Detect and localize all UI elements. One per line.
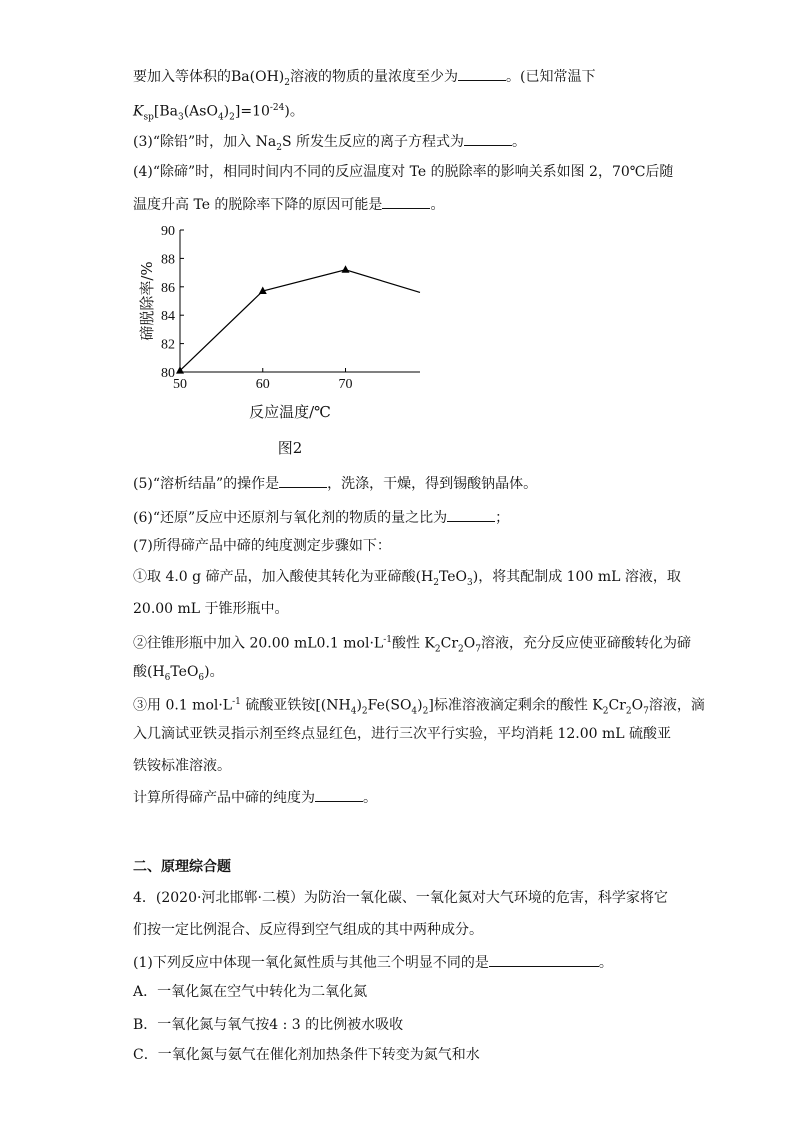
text-line-9 [133,568,681,592]
answer-blank [489,952,599,967]
subscript: 2 [284,77,290,88]
subscript: 2 [433,577,439,588]
text-segment: (4)“除碲”时，相同时间内不同的反应温度对 Te 的脱除率的影响关系如图 2，70℃后随 [133,164,674,180]
text-segment: )，将其配制成 100 mL 溶液，取 [472,569,681,585]
x-tick-label: 60 [255,377,270,392]
text-line-7 [133,507,509,527]
text-line-15 [133,757,231,775]
y-tick-label: 88 [161,252,175,268]
text-segment: S 所发生反应的离子方程式为 [281,134,464,150]
text-segment: O [463,635,476,652]
text-segment: ]=10 [234,103,270,120]
text-segment: (3)“除铅”时，加入 Na [133,134,277,150]
subscript: 2 [434,644,441,655]
text-segment: ③用 0.1 mol·L [133,697,233,714]
text-segment: [Ba [153,103,178,120]
text-line-16 [133,787,377,807]
answer-blank [464,131,512,146]
text-segment: ； [495,510,510,526]
subscript: 6 [164,672,171,683]
figure-caption: 图2 [277,439,303,457]
answer-blank [447,507,495,522]
text-segment: K [133,103,144,120]
subscript: 2 [625,706,632,717]
text-line-12 [133,663,224,687]
text-segment: ) [223,103,230,120]
answer-blank [458,66,506,81]
text-segment: 计算所得碲产品中碲的纯度为 [133,790,315,806]
subscript: 2 [458,644,464,655]
answer-blank [279,473,327,488]
subscript: 2 [276,142,282,153]
text-segment: 溶液的物质的量浓度至少为 [289,69,458,85]
text-segment: 溶液，滴 [648,697,705,714]
answer-blank [315,787,363,802]
text-segment: (7)所得碲产品中碲的纯度测定步骤如下： [133,538,391,554]
question-4-line-3 [133,952,613,972]
text-segment: 铁铵标准溶液。 [133,758,231,774]
text-line-1 [133,66,595,92]
text-line-6 [133,473,537,493]
text-line-3 [133,131,526,157]
text-segment: (1)下列反应中体现一氧化氮性质与其他三个明显不同的是 [133,955,489,971]
superscript: -24 [269,103,285,113]
text-line-5 [133,194,444,214]
superscript: -1 [383,635,392,645]
series-line [180,270,420,371]
text-segment: Cr [440,635,459,652]
text-segment: (5)“溶析结晶”的操作是 [133,476,280,492]
text-segment: )。 [204,664,224,680]
question-4-line-1 [133,889,668,907]
data-point [342,265,350,273]
text-line-14 [133,725,671,743]
subscript: 2 [229,112,235,123]
x-tick-label: 50 [173,377,187,392]
subscript: 4 [411,706,418,717]
text-segment: 。 [511,134,526,150]
text-segment: Fe(SO [367,697,412,714]
y-axis-label: 碲脱除率/% [138,261,156,341]
subscript: 3 [467,577,473,588]
chart-svg [130,215,430,460]
text-segment: 溶液，充分反应使亚碲酸转化为碲 [481,635,691,652]
text-segment: TeO [438,569,467,585]
text-segment: )。 [284,103,304,120]
subscript: 2 [422,706,429,717]
subscript: 6 [198,672,205,683]
text-line-8 [133,537,391,555]
y-tick-label: 80 [161,366,175,381]
y-tick-label: 90 [161,224,175,239]
subscript: 7 [643,706,649,717]
x-tick-label: 70 [338,377,353,392]
option-a: A．一氧化氮在空气中转化为二氧化氮 [133,984,368,1000]
superscript: -1 [232,697,241,707]
text-segment: 入几滴试亚铁灵指示剂至终点显红色，进行三次平行实验，平均消耗 12.00 mL 硫酸亚 [133,726,671,742]
text-segment: 4．(2020·河北邯郸·二模）为防治一氧化碳、一氧化氮对大气环境的危害，科学家将它 [133,890,668,906]
text-segment: 要加入等体积的 [133,69,231,85]
text-segment: 硫酸亚铁铵[(NH [240,697,351,714]
text-segment: Cr [608,697,626,714]
subscript: 2 [602,706,609,717]
subscript: 4 [350,706,357,717]
text-segment: ]标准溶液滴定剩余的酸性 K [428,697,603,714]
text-line-10 [133,600,289,618]
text-segment: 。(已知常温下 [505,69,596,85]
text-segment: 。 [430,197,445,213]
x-axis-label: 反应温度/℃ [249,403,331,421]
option-b: B．一氧化氮与氧气按4 : 3 的比例被水吸收 [133,1017,404,1033]
option-c: C．一氧化氮与氨气在催化剂加热条件下转变为氮气和水 [133,1047,480,1063]
text-segment: TeO [170,664,199,680]
text-segment: 。 [598,955,613,971]
text-segment: ) [417,697,423,714]
subscript: 3 [177,112,184,123]
text-line-11 [133,631,691,658]
text-segment: O [631,697,644,714]
text-segment: Ba(OH) [231,69,285,85]
subscript: 2 [361,706,368,717]
y-tick-label: 86 [161,280,175,296]
text-segment: ①取 4.0 g 碲产品，加入酸使其转化为亚碲酸(H [133,569,434,585]
text-line-13 [133,693,705,720]
text-segment: (6)“还原”反应中还原剂与氧化剂的物质的量之比为 [133,510,448,526]
y-tick-label: 84 [161,309,175,325]
text-segment: ，洗涤，干燥，得到锡酸钠晶体。 [327,476,538,492]
answer-blank [382,194,430,209]
figure-2-chart [130,215,430,460]
text-segment: ②往锥形瓶中加入 20.00 mL0.1 mol·L [133,635,384,652]
text-segment: 20.00 mL 于锥形瓶中。 [133,601,289,617]
text-segment: 温度升高 Te 的脱除率下降的原因可能是 [133,197,383,213]
subscript: 4 [217,112,224,123]
text-segment: 。 [363,790,377,806]
text-segment: (AsO [183,103,218,120]
text-segment: ) [356,697,362,714]
section-heading: 二、原理综合题 [133,859,231,875]
text-line-4 [133,163,673,181]
text-segment: 们按一定比例混合、反应得到空气组成的其中两种成分。 [133,922,483,938]
y-tick-label: 82 [161,337,175,353]
subscript: sp [143,112,154,123]
question-4-line-2 [133,921,483,939]
text-line-2 [133,99,304,126]
subscript: 7 [475,644,481,655]
text-segment: 酸性 K [391,635,435,652]
text-segment: 酸(H [133,664,165,680]
